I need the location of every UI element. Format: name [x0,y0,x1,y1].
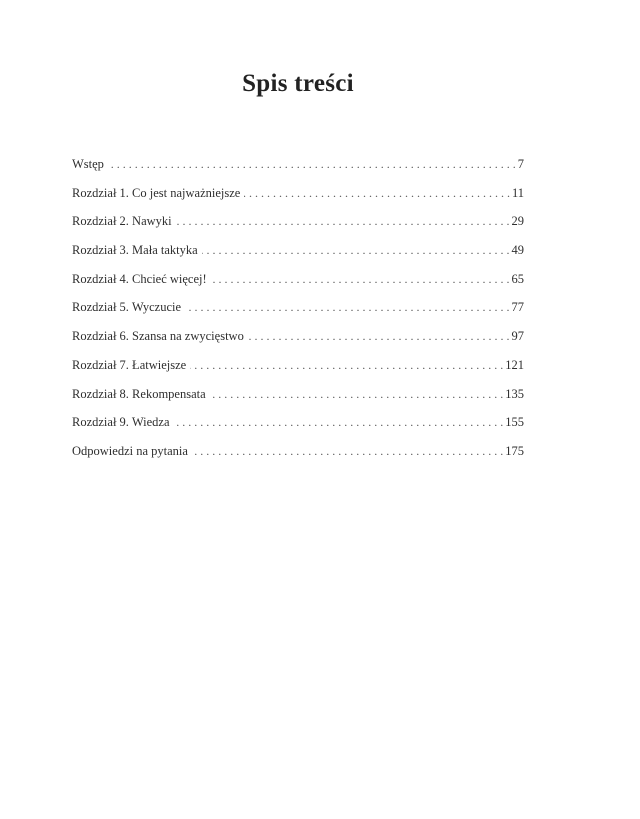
toc-entry-page-number: 155 [505,415,524,430]
table-of-contents [72,152,524,468]
toc-entry-page-number: 7 [517,157,524,171]
dot-leader [210,382,504,406]
toc-entry-label: Rozdział 1. Co jest najważniejsze [72,185,241,200]
dot-leader [185,295,509,319]
dot-leader [192,439,503,463]
toc-entry-chapter-9 [72,410,524,439]
toc-entry-chapter-6 [72,324,524,353]
toc-entry-chapter-7 [72,353,524,382]
toc-entry-page-number: 77 [511,300,524,315]
toc-entry-chapter-2 [72,209,524,238]
toc-entry-label: Rozdział 6. Szansa na zwycięstwo [72,329,244,344]
dot-leader [190,353,503,377]
toc-entry-page-number: 175 [505,443,524,458]
toc-entry-page-number: 121 [505,357,524,372]
dot-leader [202,238,510,262]
toc-entry-label: Rozdział 5. Wyczucie [72,300,182,315]
toc-entry-label: Odpowiedzi na pytania [72,443,188,458]
page-title: Spis treści [242,70,354,97]
dot-leader [244,181,510,205]
toc-entry-chapter-4 [72,267,524,296]
toc-entry-page-number: 65 [511,271,524,286]
dot-leader [211,267,510,291]
toc-entry-label: Rozdział 8. Rekompensata [72,386,206,401]
toc-entry-chapter-3 [72,238,524,267]
toc-entry-page-number: 29 [511,214,524,229]
toc-entry-label: Rozdział 7. Łatwiejsze [72,357,187,372]
dot-leader [248,324,510,348]
toc-entry-introduction [72,152,524,181]
toc-entry-chapter-5 [72,295,524,324]
dot-leader [108,152,516,176]
dot-leader [174,410,504,434]
toc-entry-label: Rozdział 9. Wiedza [72,415,170,430]
toc-entry-page-number: 49 [511,243,524,258]
toc-entry-chapter-8 [72,382,524,411]
toc-entry-label: Rozdział 2. Nawyki [72,214,172,229]
toc-entry-answers [72,439,524,468]
toc-entry-page-number: 11 [511,185,524,200]
toc-entry-chapter-1 [72,181,524,210]
toc-entry-page-number: 135 [505,386,524,401]
toc-entry-label: Rozdział 3. Mała taktyka [72,243,198,258]
dot-leader [176,209,510,233]
toc-entry-label: Wstęp [72,157,104,171]
toc-entry-label: Rozdział 4. Chcieć więcej! [72,271,207,286]
toc-entry-page-number: 97 [511,329,524,344]
